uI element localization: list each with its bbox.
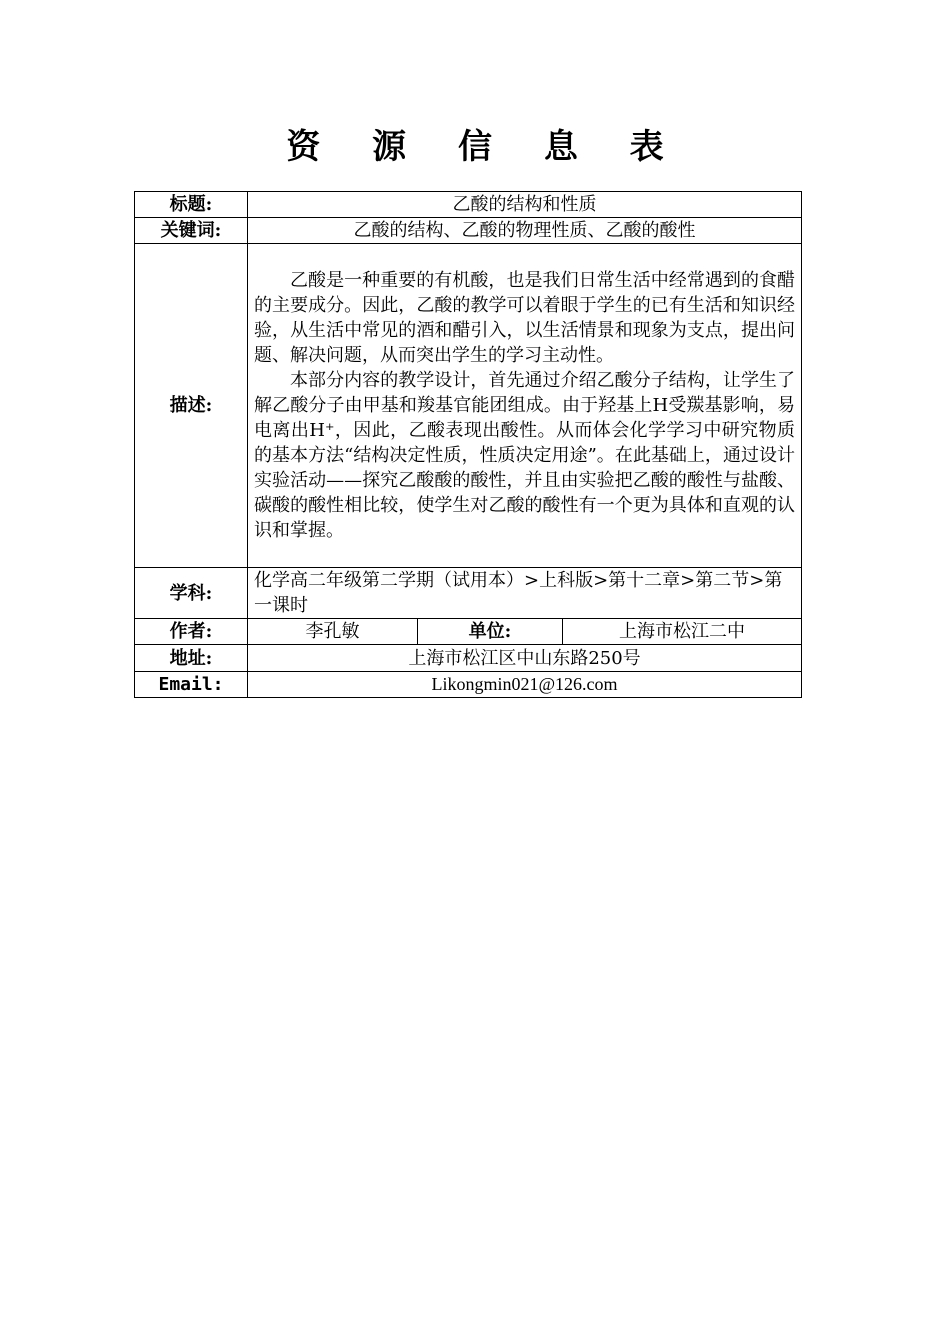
subject-row xyxy=(135,568,802,619)
title-value: 乙酸的结构和性质 xyxy=(248,192,802,218)
unit-label: 单位: xyxy=(418,619,563,645)
unit-value: 上海市松江二中 xyxy=(563,619,802,645)
description-paragraph-2: 本部分内容的教学设计，首先通过介绍乙酸分子结构，让学生了解乙酸分子由甲基和羧基官能团组成。由于羟基上H受羰基影响，易电离出H⁺，因此，乙酸表现出酸性。从而体会化学学习中研究物质的基本方法“结构决定性质，性质决定用途”。在此基础上，通过设计实验活动——探究乙酸酸的酸性，并且由实验把乙酸的酸性与盐酸、碳酸的酸性相比较，使学生对乙酸的酸性有一个更为具体和直观的认识和掌握。 xyxy=(254,370,796,541)
keywords-value: 乙酸的结构、乙酸的物理性质、乙酸的酸性 xyxy=(248,218,802,244)
description-row xyxy=(135,244,802,568)
title-row xyxy=(135,192,802,218)
address-label: 地址: xyxy=(135,645,248,672)
description-label: 描述: xyxy=(135,244,248,568)
email-label: Email: xyxy=(135,672,248,698)
email-row xyxy=(135,672,802,698)
subject-value: 化学高二年级第二学期（试用本）>上科版>第十二章>第二节>第一课时 xyxy=(248,568,802,619)
author-row xyxy=(135,619,802,645)
description-value xyxy=(248,244,802,568)
subject-label: 学科: xyxy=(135,568,248,619)
resource-info-table xyxy=(134,191,802,698)
page-title: 资 源 信 息 表 xyxy=(286,127,684,167)
keywords-label: 关键词: xyxy=(135,218,248,244)
keywords-row xyxy=(135,218,802,244)
address-value: 上海市松江区中山东路250号 xyxy=(248,645,802,672)
author-value: 李孔敏 xyxy=(248,619,418,645)
author-label: 作者: xyxy=(135,619,248,645)
description-paragraph-1: 乙酸是一种重要的有机酸，也是我们日常生活中经常遇到的食醋的主要成分。因此，乙酸的教学可以着眼于学生的已有生活和知识经验，从生活中常见的酒和醋引入，以生活情景和现象为支点，提出问题、解决问题，从而突出学生的学习主动性。 xyxy=(254,270,796,366)
address-row xyxy=(135,645,802,672)
email-value: Likongmin021@126.com xyxy=(248,672,802,698)
title-label: 标题: xyxy=(135,192,248,218)
